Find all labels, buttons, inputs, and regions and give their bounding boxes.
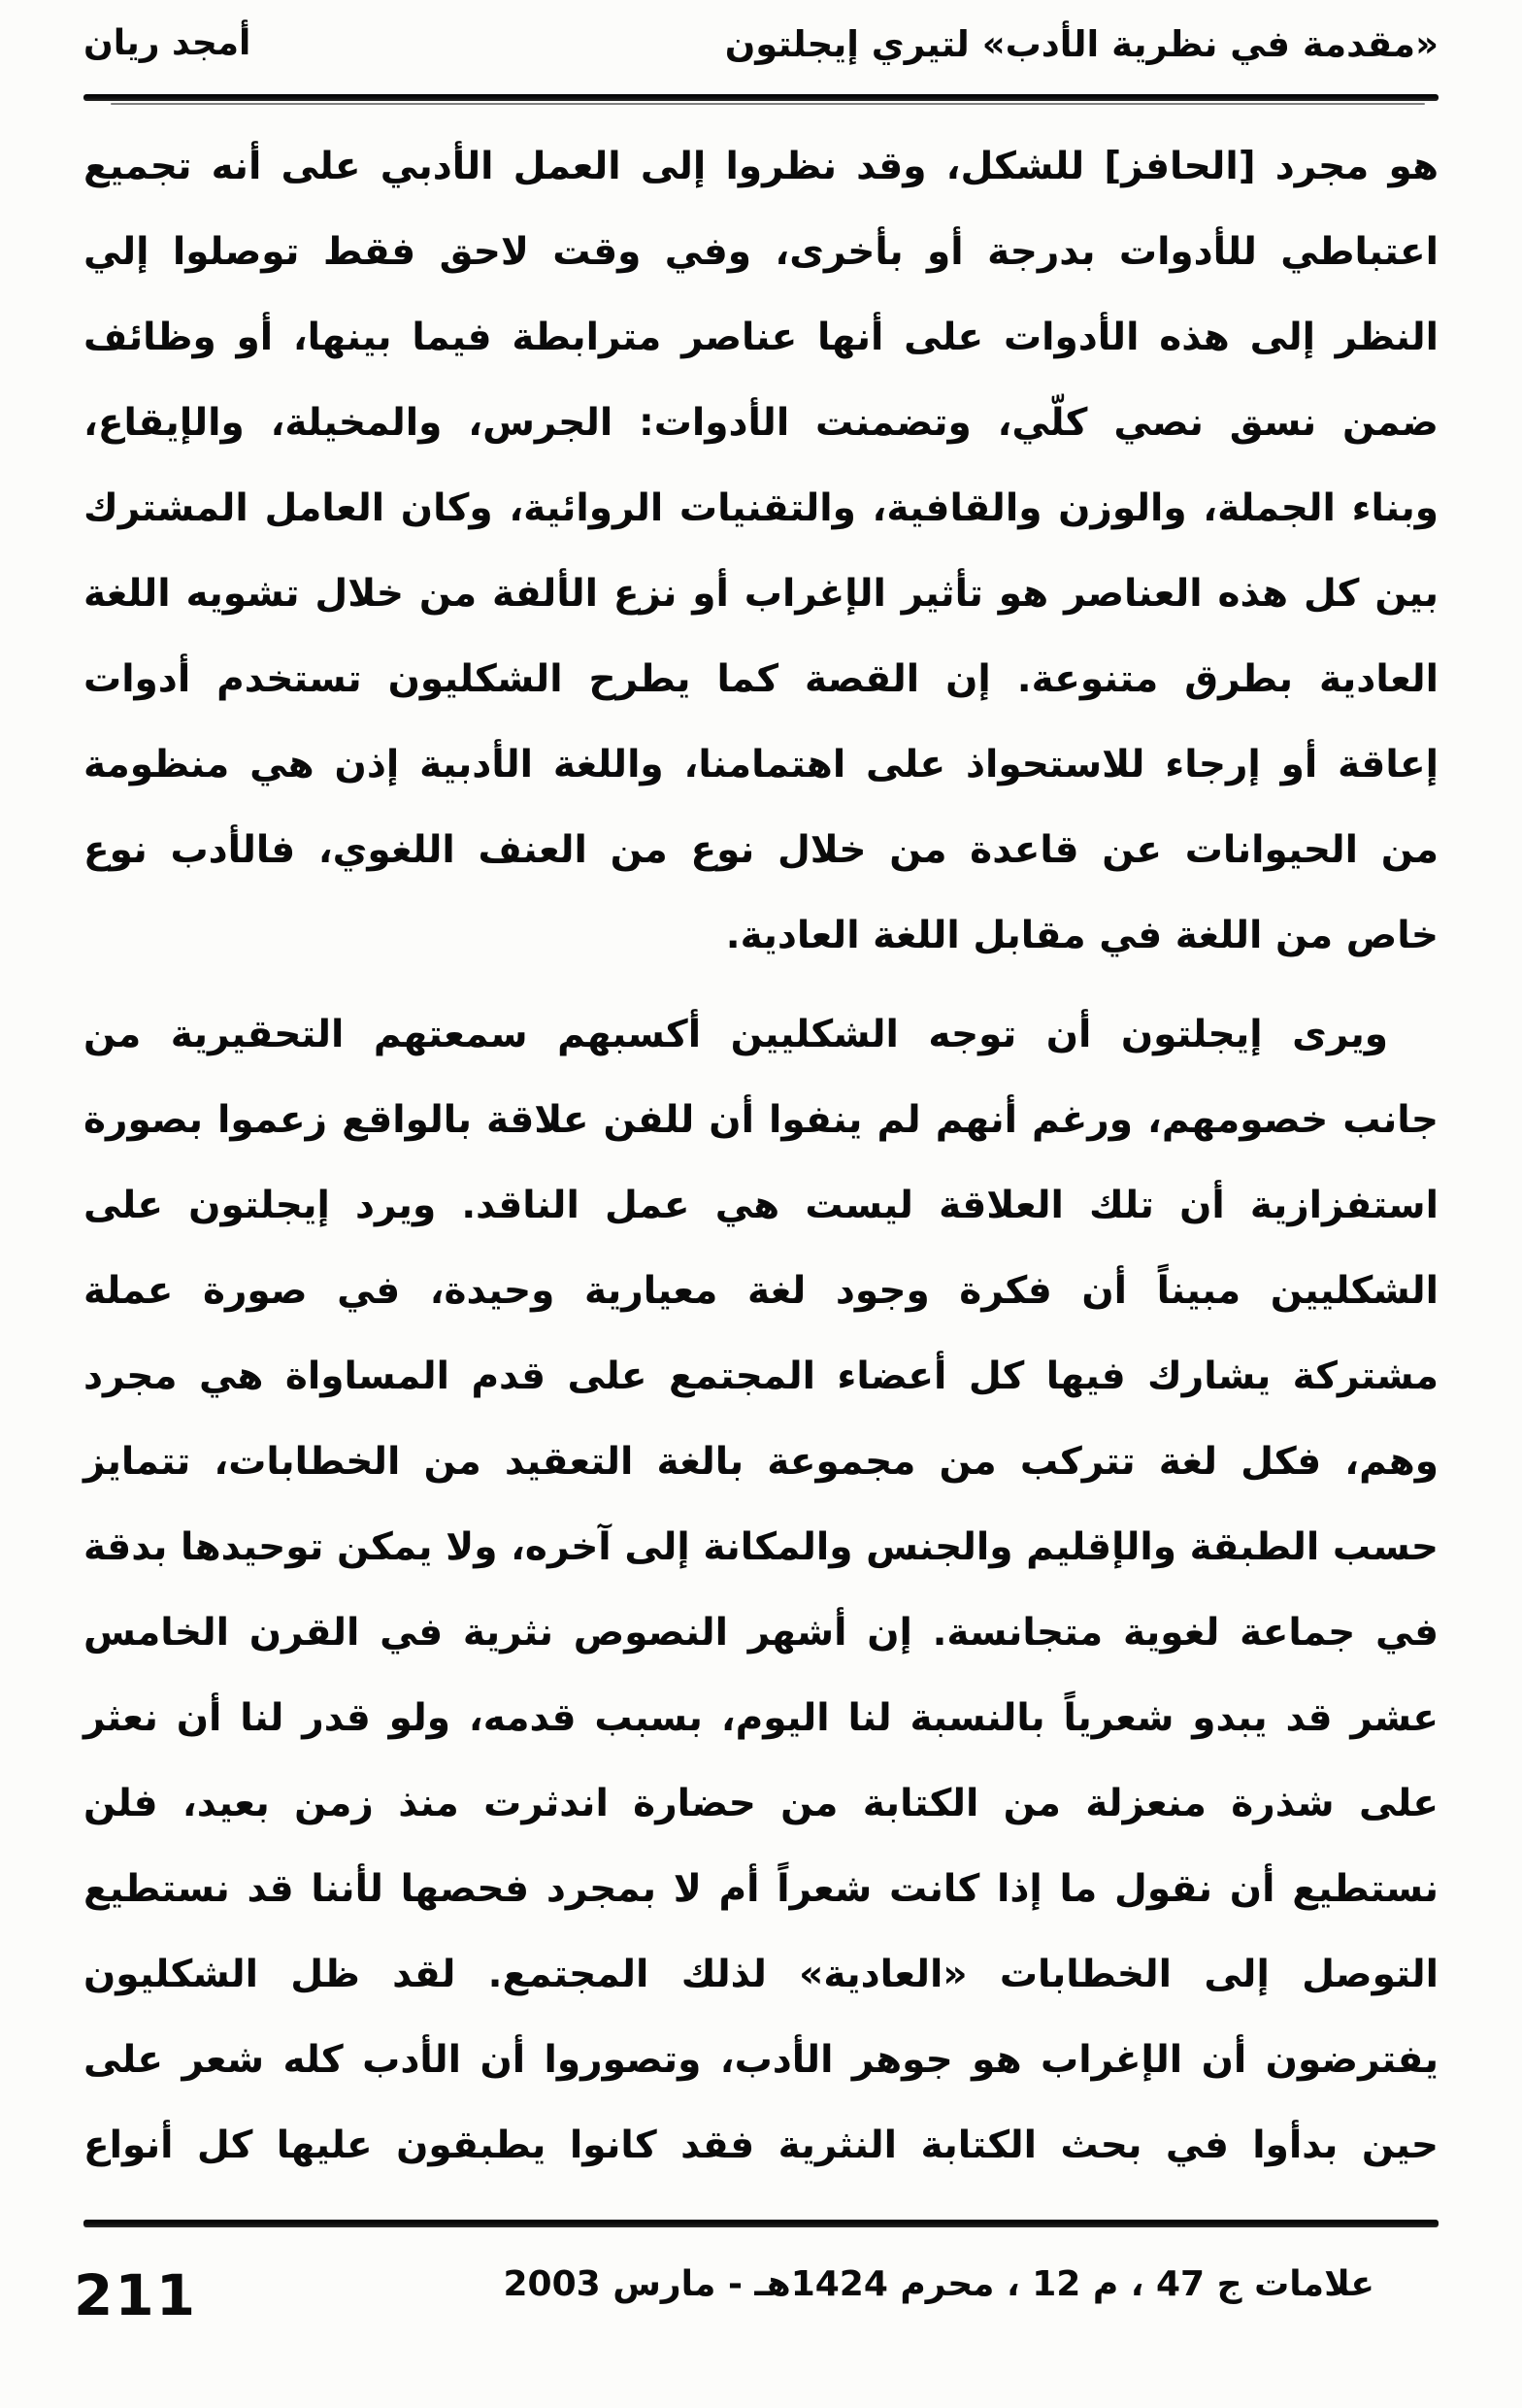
text-line: بين كل هذه العناصر هو تأثير الإغراب أو نزع الألفة من خلال تشويه اللغة <box>83 572 1439 616</box>
text-line: من الحيوانات عن قاعدة من خلال نوع من العنف اللغوي، فالأدب نوع <box>83 828 1439 872</box>
page-header <box>83 23 1439 65</box>
text-line: وبناء الجملة، والوزن والقافية، والتقنيات الروائية، وكان العامل المشترك <box>83 486 1439 530</box>
text-line: التوصل إلى الخطابات «العادية» لذلك المجتمع. لقد ظل الشكليون <box>83 1953 1439 1996</box>
paragraph <box>83 992 1439 2189</box>
page-number: 211 <box>74 2262 198 2328</box>
text-line: عشر قد يبدو شعرياً بالنسبة لنا اليوم، بسبب قدمه، ولو قدر لنا أن نعثر <box>83 1696 1439 1740</box>
text-line: خاص من اللغة في مقابل اللغة العادية. <box>725 914 1439 957</box>
text-line: مشتركة يشارك فيها كل أعضاء المجتمع على قدم المساواة هي مجرد <box>83 1354 1439 1398</box>
text-line: الشكليين مبيناً أن فكرة وجود لغة معيارية وحيدة، في صورة عملة <box>83 1269 1439 1313</box>
journal-citation-line: علامات ج 47 ، م 12 ، محرم 1424هـ - مارس 2003 <box>503 2264 1374 2304</box>
text-line: جانب خصومهم، ورغم أنهم لم ينفوا أن للفن علاقة بالواقع زعموا بصورة <box>83 1098 1439 1142</box>
text-line: إعاقة أو إرجاء للاستحواذ على اهتمامنا، واللغة الأدبية إذن هي منظومة <box>83 743 1439 786</box>
text-line: ويرى إيجلتون أن توجه الشكليين أكسبهم سمعتهم التحقيرية من <box>83 1013 1388 1056</box>
text-line: في جماعة لغوية متجانسة. إن أشهر النصوص نثرية في القرن الخامس <box>83 1611 1439 1655</box>
header-divider-rule <box>83 94 1439 101</box>
author-name: أمجد ريان <box>83 23 251 63</box>
text-line: اعتباطي للأدوات بدرجة أو بأخرى، وفي وقت لاحق فقط توصلوا إلي <box>83 230 1439 274</box>
footer-divider-rule <box>83 2220 1439 2227</box>
text-line: ضمن نسق نصي كلّي، وتضمنت الأدوات: الجرس، والمخيلة، والإيقاع، <box>83 401 1439 445</box>
text-line: حين بدأوا في بحث الكتابة النثرية فقد كانوا يطبقون عليها كل أنواع <box>83 2124 1439 2167</box>
text-line: وهم، فكل لغة تتركب من مجموعة بالغة التعقيد من الخطابات، تتمايز <box>83 1440 1439 1484</box>
paragraph <box>83 124 1439 979</box>
text-line: يفترضون أن الإغراب هو جوهر الأدب، وتصوروا أن الأدب كله شعر على <box>83 2038 1439 2082</box>
text-line: حسب الطبقة والإقليم والجنس والمكانة إلى آخره، ولا يمكن توحيدها بدقة <box>83 1525 1439 1569</box>
text-line: استفزازية أن تلك العلاقة ليست هي عمل الناقد. ويرد إيجلتون على <box>83 1184 1439 1227</box>
text-line: النظر إلى هذه الأدوات على أنها عناصر مترابطة فيما بينها، أو وظائف <box>83 316 1439 359</box>
running-title: «مقدمة في نظرية الأدب» لتيري إيجلتون <box>724 23 1439 65</box>
article-body <box>83 124 1439 2189</box>
text-line: هو مجرد [الحافز] للشكل، وقد نظروا إلى العمل الأدبي على أنه تجميع <box>83 145 1439 188</box>
text-line: على شذرة منعزلة من الكتابة من حضارة اندثرت منذ زمن بعيد، فلن <box>83 1782 1439 1825</box>
text-line: نستطيع أن نقول ما إذا كانت شعراً أم لا بمجرد فحصها لأننا قد نستطيع <box>83 1867 1439 1911</box>
text-line: العادية بطرق متنوعة. إن القصة كما يطرح الشكليون تستخدم أدوات <box>83 657 1439 701</box>
